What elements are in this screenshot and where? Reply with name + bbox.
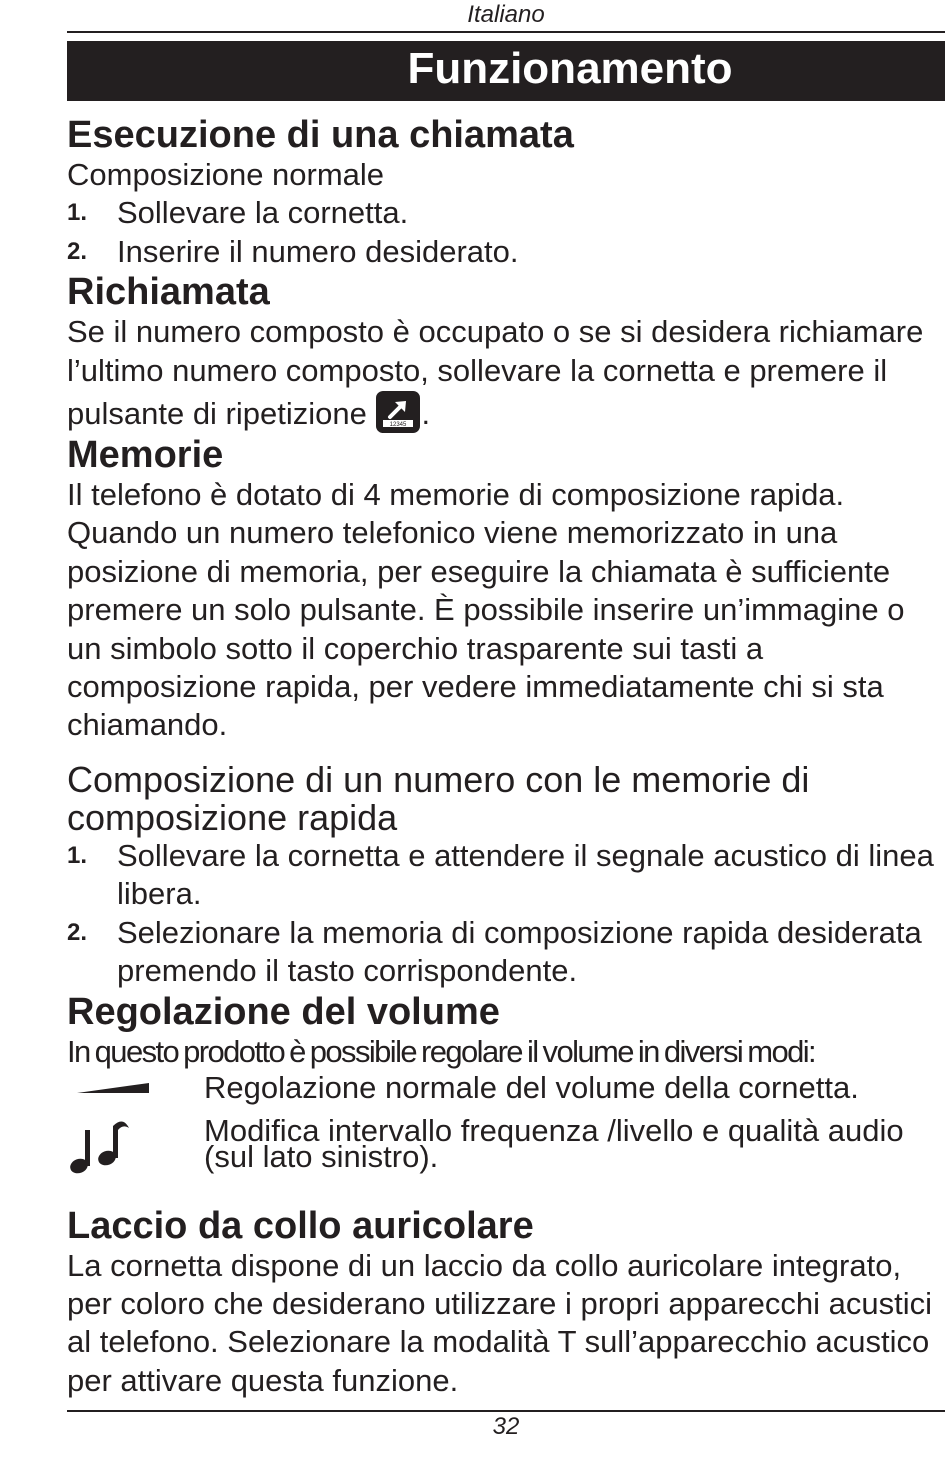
volume-ramp-icon [67, 1075, 204, 1108]
redial-text: Se il numero composto è occupato o se si desidera richiamare l’ultimo numero composto, sollevare la cornetta e premere il pulsante di ripetizione [67, 314, 924, 432]
call-step [67, 194, 945, 232]
step-number: 1. [67, 199, 88, 227]
speed-dial-step [67, 837, 945, 914]
volume-item [67, 1112, 945, 1183]
heading-volume: Regolazione del volume [67, 990, 500, 1033]
banner-title: Funzionamento [407, 44, 733, 93]
page-number: 32 [492, 1413, 520, 1440]
step-number: 2. [67, 237, 88, 265]
heading-neckloop: Laccio da collo auricolare [67, 1204, 534, 1247]
step-number: 1. [67, 841, 88, 869]
redial-icon-label: 12345 [390, 422, 407, 429]
volume-item-text: Modifica intervallo frequenza /livello e qualità audio (sul lato sinistro). [204, 1112, 904, 1174]
redial-paragraph [67, 313, 937, 434]
subheading-normal-dialing: Composizione normale [67, 157, 385, 192]
step-text: Inserire il numero desiderato. [117, 233, 519, 269]
page-content [67, 110, 945, 1400]
section-banner [67, 41, 945, 101]
step-text: Sollevare la cornetta. [117, 195, 409, 231]
volume-item [67, 1069, 945, 1108]
step-text: Sollevare la cornetta e attendere il segnale acustico di linea libera. [117, 837, 934, 912]
header-language: Italiano [467, 1, 545, 28]
heading-call: Esecuzione di una chiamata [67, 114, 574, 156]
redial-period: . [421, 396, 431, 432]
music-note-icon [67, 1118, 204, 1183]
volume-item-text: Regolazione normale del volume della cornetta. [204, 1069, 859, 1105]
step-text: Selezionare la memoria di composizione rapida desiderata premendo il tasto corrispondente. [117, 914, 922, 989]
heading-redial: Richiamata [67, 271, 270, 314]
step-number: 2. [67, 918, 88, 946]
redial-button-icon [375, 390, 421, 434]
neckloop-paragraph: La cornetta dispone di un laccio da collo auricolare integrato, per coloro che desiderano utilizzare i propri apparecchi acustici al telefono. Selezionare la modalità T sull’apparecchio acustico per attivare questa funzione. [67, 1247, 933, 1398]
heading-speed-dial: Composizione di un numero con le memorie di composizione rapida [67, 758, 810, 838]
volume-intro: In questo prodotto è possibile regolare il volume in diversi modi: [67, 1033, 816, 1069]
heading-memories: Memorie [67, 434, 224, 477]
header-rule [67, 31, 945, 33]
speed-dial-step [67, 914, 945, 991]
memories-paragraph: Il telefono è dotato di 4 memorie di composizione rapida. Quando un numero telefonico viene memorizzato in una posizione di memoria, per eseguire la chiamata è sufficiente premere un solo pulsante. È possibile inserire un’immagine o un simbolo sotto il coperchio trasparente sui tasti a composizione rapida, per vedere immediatamente chi si sta chiamando. [67, 477, 905, 743]
call-step [67, 233, 945, 271]
